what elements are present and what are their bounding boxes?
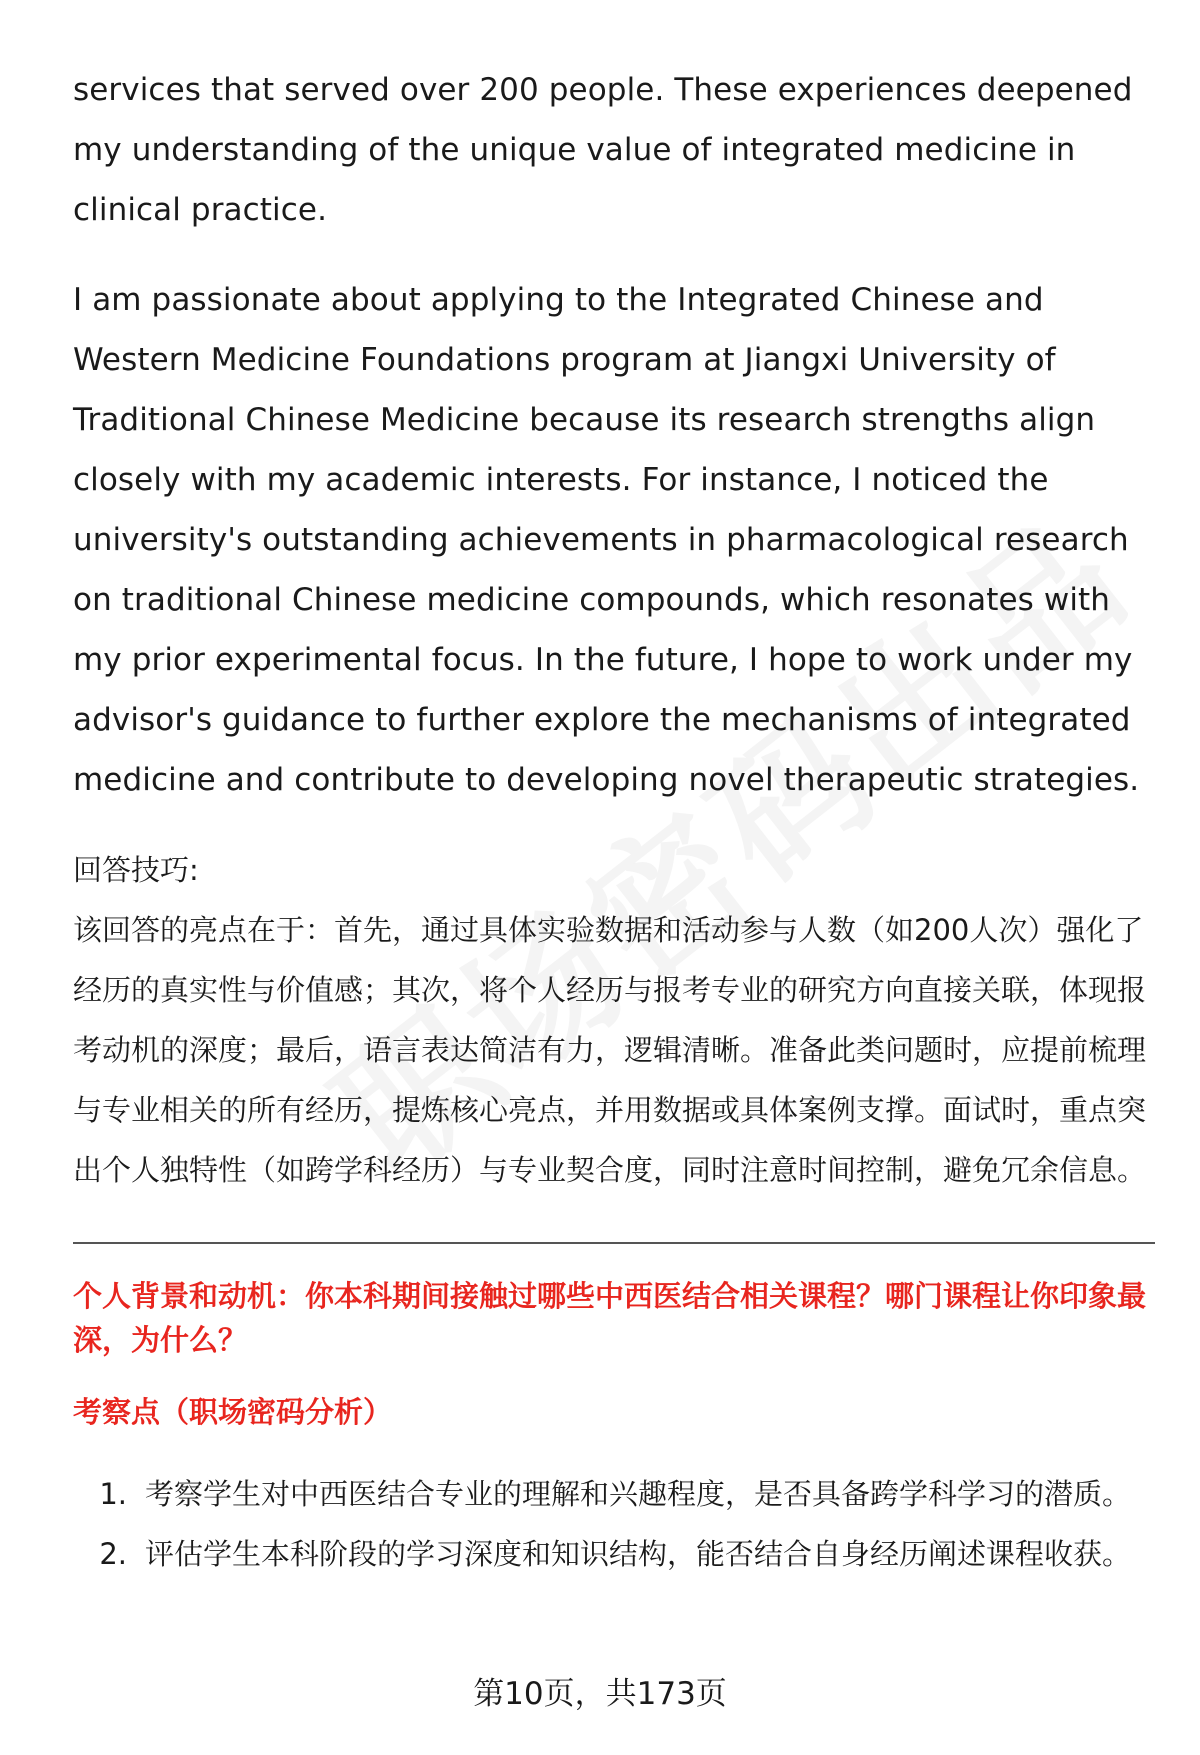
document-page <box>73 60 1155 1584</box>
section-divider <box>73 1242 1155 1244</box>
analysis-points-list <box>73 1464 1155 1584</box>
analysis-subheading: 考察点（职场密码分析） <box>73 1395 393 1429</box>
answer-paragraph-1: services that served over 200 people. These experiences deepened my understanding of the unique value of integrated medicine in clinical practice. <box>73 72 1133 228</box>
list-item-number: 2. <box>99 1537 127 1571</box>
page-footer: 第10页，共173页 <box>473 1676 727 1712</box>
tips-label: 回答技巧: <box>73 853 199 887</box>
list-item-text: 评估学生本科阶段的学习深度和知识结构，能否结合自身经历阐述课程收获。 <box>145 1537 1132 1571</box>
list-item <box>73 1524 1155 1584</box>
list-item-text: 考察学生对中西医结合专业的理解和兴趣程度，是否具备跨学科学习的潜质。 <box>145 1477 1132 1511</box>
list-item-number: 1. <box>99 1477 127 1511</box>
question-heading: 个人背景和动机：你本科期间接触过哪些中西医结合相关课程？哪门课程让你印象最深，为什么？ <box>73 1279 1147 1357</box>
answer-paragraph-2: I am passionate about applying to the Integrated Chinese and Western Medicine Foundations program at Jiangxi University of Traditional Chinese Medicine because its research strengths align closely with my academic interests. For instance, I noticed the university's outstanding achievements in pharmacological research on traditional Chinese medicine compounds, which resonates with my prior experimental focus. In the future, I hope to work under my advisor's guidance to further explore the mechanisms of integrated medicine and contribute to developing novel therapeutic strategies. <box>73 282 1140 798</box>
tips-text: 该回答的亮点在于：首先，通过具体实验数据和活动参与人数（如200人次）强化了经历的真实性与价值感；其次，将个人经历与报考专业的研究方向直接关联，体现报考动机的深度；最后，语言表达简洁有力，逻辑清晰。准备此类问题时，应提前梳理与专业相关的所有经历，提炼核心亮点，并用数据或具体案例支撑。面试时，重点突出个人独特性（如跨学科经历）与专业契合度，同时注意时间控制，避免冗余信息。 <box>73 913 1147 1187</box>
list-item <box>73 1464 1155 1524</box>
